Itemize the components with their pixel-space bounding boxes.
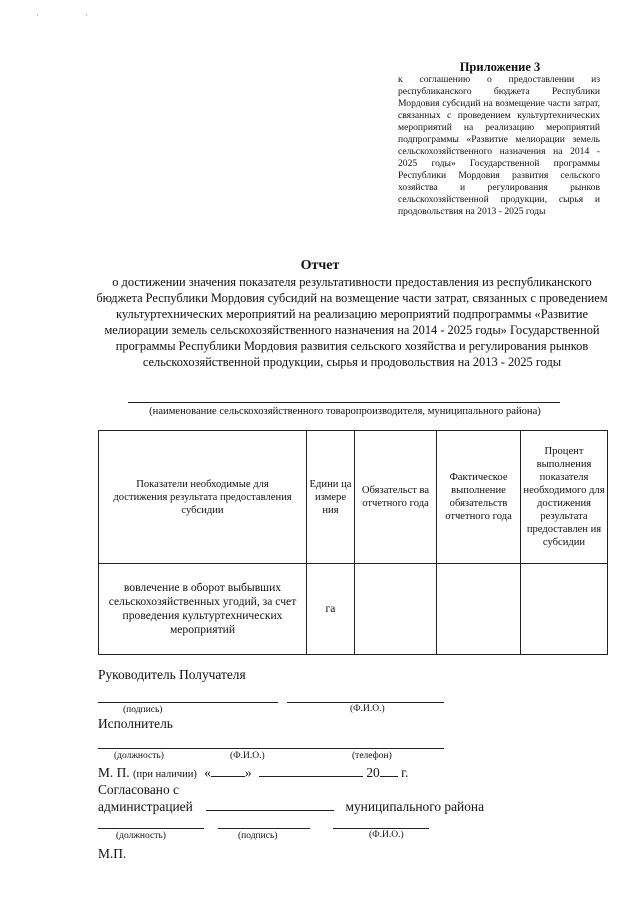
report-subtitle: о достижении значения показателя результативности предоставления из республиканского бюджета Республики Мордовия субсидий на возмещение части затрат, связанных с проведением культуртехнических мероприятий на реализацию мероприятий подпрограммы «Развитие мелиорации земель сельскохозяйственного назначения на 2014 - 2025 годы» Государственной программы Республики Мордовия развития сельского хозяйства и регулирования рынков сельскохозяйственной продукции, сырья и продовольствия на 2013 - 2025 годы — [96, 275, 608, 369]
municipal-label: муниципального района — [345, 799, 485, 814]
executor-label: Исполнитель — [98, 716, 173, 731]
stamp-date-line — [98, 764, 408, 781]
stamp-note: (при наличии) — [132, 769, 197, 780]
indicator-table — [98, 430, 608, 655]
agreed-signature-line[interactable] — [218, 828, 310, 829]
report-title: Отчет — [300, 258, 340, 273]
date-day-field[interactable] — [211, 764, 245, 777]
appendix-text: к соглашению о предоставлении из республиканского бюджета Республики Мордовия субсидий на возмещение части затрат, связанных с проведением культуртехнических мероприятий на реализацию мероприятий подпрограммы «Развитие мелиорации земель сельскохозяйственного назначения на 2014 - 2025 годы» Государственной программы Республики Мордовия развития сельского хозяйства и регулирования рынков сельскохозяйственной продукции, сырья и продовольствия на 2013 - 2025 годы — [398, 74, 600, 217]
agreed-name-line[interactable] — [333, 828, 429, 829]
executor-position-caption: (должность) — [114, 751, 164, 761]
header-actual: Фактическое выполнение обязательств отчетного года — [437, 431, 521, 564]
appendix-title: Приложение 3 — [459, 60, 541, 74]
head-name-caption: (Ф.И.О.) — [350, 704, 385, 714]
producer-name-caption: (наименование сельскохозяйственного товаропроизводителя, муниципального района) — [149, 406, 541, 417]
executor-name-caption: (Ф.И.О.) — [230, 751, 265, 761]
cell-unit: га — [307, 564, 355, 655]
cell-actual[interactable] — [437, 564, 521, 655]
agreed-name-caption: (Ф.И.О.) — [369, 830, 404, 840]
cell-percent[interactable] — [521, 564, 608, 655]
executor-phone-caption: (телефон) — [352, 751, 392, 761]
date-close-quote: » — [244, 765, 252, 780]
date-year-suffix: г. — [401, 765, 409, 780]
table-header-row — [99, 431, 608, 564]
header-unit: Едини ца измере ния — [307, 431, 355, 564]
date-year-prefix: 20 — [366, 765, 380, 780]
header-indicator: Показатели необходимые для достижения результата предоставления субсидии — [99, 431, 307, 564]
head-label: Руководитель Получателя — [98, 667, 246, 682]
agreed-signature-caption: (подпись) — [238, 831, 278, 841]
producer-name-line — [128, 402, 560, 403]
header-obligations: Обязательст ва отчетного года — [355, 431, 437, 564]
head-signature-line[interactable] — [98, 702, 278, 703]
stamp-label: М. П. — [98, 765, 130, 780]
head-name-line[interactable] — [287, 702, 444, 703]
agreed-position-line[interactable] — [98, 828, 204, 829]
scan-specks: · · — [36, 10, 111, 20]
head-signature-caption: (подпись) — [123, 705, 163, 715]
executor-line[interactable] — [98, 748, 444, 749]
date-year-field[interactable] — [380, 764, 398, 777]
municipality-field[interactable] — [206, 798, 334, 811]
cell-obligations[interactable] — [355, 564, 437, 655]
agreed-line — [98, 798, 484, 815]
cell-indicator: вовлечение в оборот выбывших сельскохозяйственных угодий, за счет проведения культуртехнических мероприятий — [99, 564, 307, 655]
final-stamp-label: М.П. — [98, 846, 127, 861]
date-open-quote: « — [204, 765, 211, 780]
table-row — [99, 564, 608, 655]
date-month-field[interactable] — [259, 764, 363, 777]
agreed-position-caption: (должность) — [116, 831, 166, 841]
agreed-label-1: Согласовано с — [98, 782, 179, 797]
agreed-label-2: администрацией — [98, 799, 193, 814]
header-percent: Процент выполнения показателя необходимого для достижения результата предоставлен ия субсидии — [521, 431, 608, 564]
